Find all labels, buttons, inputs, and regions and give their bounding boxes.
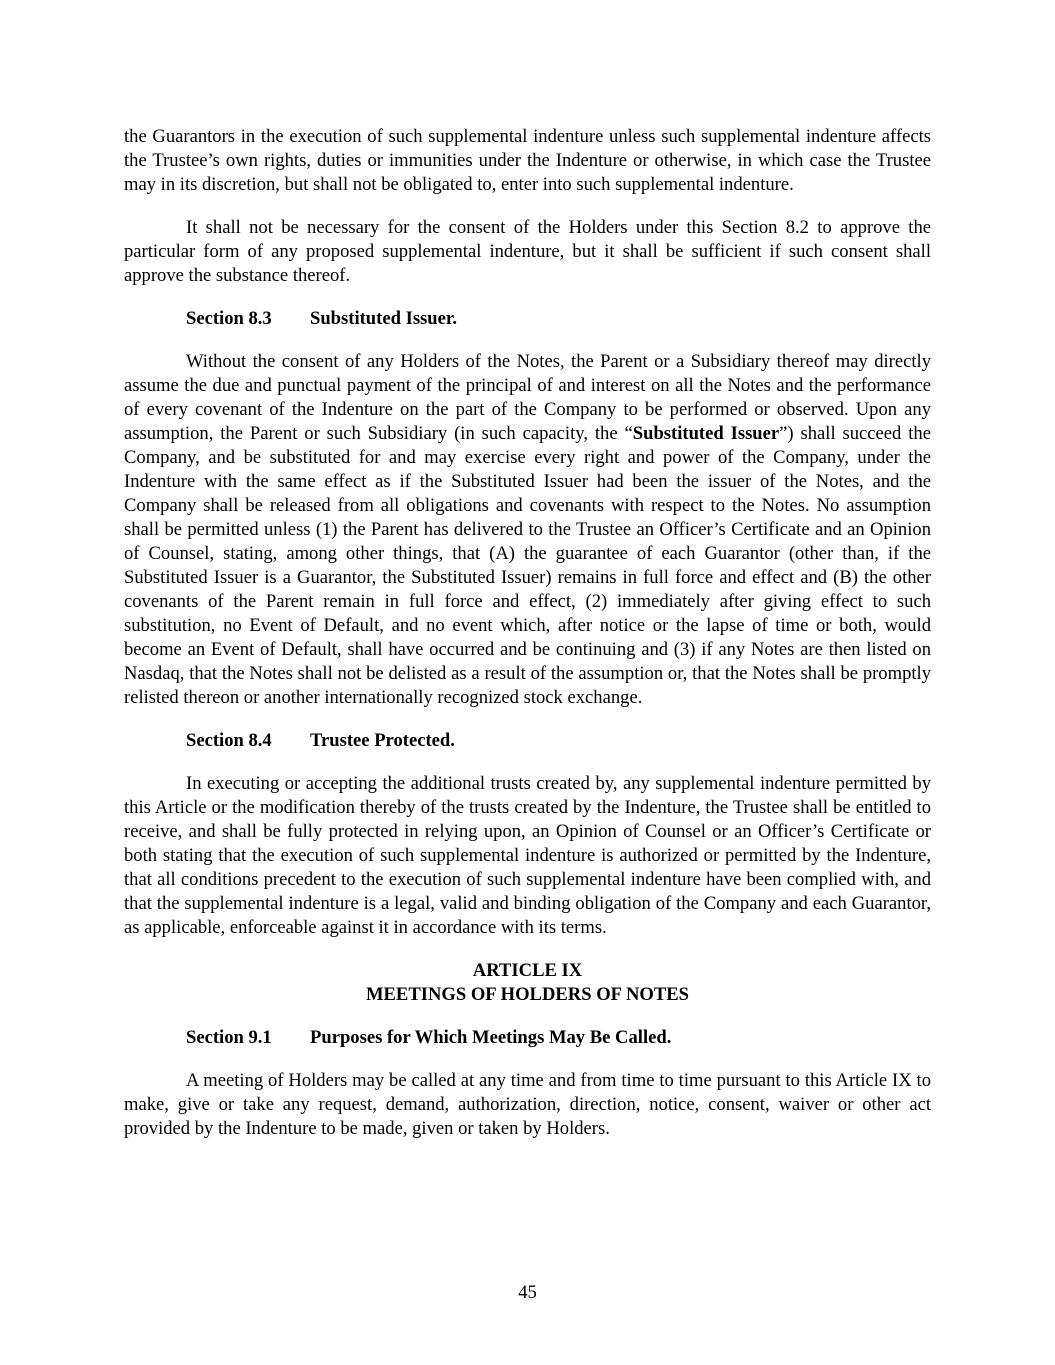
section-title: Trustee Protected. (310, 730, 455, 751)
article-title: MEETINGS OF HOLDERS OF NOTES (365, 984, 690, 1005)
defined-term: Substituted Issuer (632, 423, 780, 444)
section-heading-9-1 (124, 1026, 931, 1050)
paragraph-trustee-protected: In executing or accepting the additional trusts created by, any supplemental indenture permitted by this Article or the modification thereby of the trusts created by the Indenture, the Trustee shall be entitled to receive, and shall be fully protected in relying upon, an Opinion of Counsel or an Officer’s Certificate or both stating that the execution of such supplemental indenture is authorized or permitted by the Indenture, that all conditions precedent to the execution of such supplemental indenture have been complied with, and that the supplemental indenture is a legal, valid and binding obligation of the Company and each Guarantor, as applicable, enforceable against it in accordance with its terms. (124, 773, 931, 938)
section-number: Section 8.4 (186, 730, 272, 751)
paragraph-text: Without the consent of any Holders of the Notes, the Parent or a Subsidiary thereof may directly assume the due and punctual payment of the principal of and interest on all the Notes and the performance of every covenant of the Indenture on the part of the Company to be performed or observed. Upon any assumption, the Parent or such Subsidiary (in such capacity, the “ (124, 351, 931, 444)
section-heading-8-3 (124, 307, 931, 331)
paragraph-continuation: the Guarantors in the execution of such supplemental indenture unless such supplemental indenture affects the Trustee’s own rights, duties or immunities under the Indenture or otherwise, in which case the Trustee may in its discretion, but shall not be obligated to, enter into such supplemental indenture. (124, 126, 931, 195)
paragraph-substituted-issuer (124, 350, 931, 710)
paragraph-meetings-purposes: A meeting of Holders may be called at any time and from time to time pursuant to this Article IX to make, give or take any request, demand, authorization, direction, notice, consent, waiver or other act provided by the Indenture to be made, given or taken by Holders. (124, 1070, 931, 1139)
section-number: Section 9.1 (186, 1027, 272, 1048)
paragraph-text: ”) shall succeed the Company, and be substituted for and may exercise every right and power of the Company, under the Indenture with the same effect as if the Substituted Issuer had been the issuer of the Notes, and the Company shall be released from all obligations and covenants with respect to the Notes. No assumption shall be permitted unless (1) the Parent has delivered to the Trustee an Officer’s Certificate and an Opinion of Counsel, stating, among other things, that (A) the guarantee of each Guarantor (other than, if the Substituted Issuer is a Guarantor, the Substituted Issuer) remains in full force and effect and (B) the other covenants of the Parent remain in full force and effect, (2) immediately after giving effect to such substitution, no Event of Default, and no event which, after notice or the lapse of time or both, would become an Event of Default, shall have occurred and be continuing and (3) if any Notes are then listed on Nasdaq, that the Notes shall not be delisted as a result of the assumption or, that the Notes shall be promptly relisted thereon or another internationally recognized stock exchange. (124, 423, 931, 708)
paragraph-consent-form: It shall not be necessary for the consent of the Holders under this Section 8.2 to approve the particular form of any proposed supplemental indenture, but it shall be sufficient if such consent shall approve the substance thereof. (124, 217, 931, 286)
article-heading (124, 959, 931, 1007)
page-number: 45 (518, 1282, 537, 1303)
section-number: Section 8.3 (186, 308, 272, 329)
document-page (124, 125, 931, 1141)
section-title: Purposes for Which Meetings May Be Called. (310, 1027, 672, 1048)
section-title: Substituted Issuer. (310, 308, 458, 329)
article-label: ARTICLE IX (472, 960, 583, 981)
section-heading-8-4 (124, 729, 931, 753)
